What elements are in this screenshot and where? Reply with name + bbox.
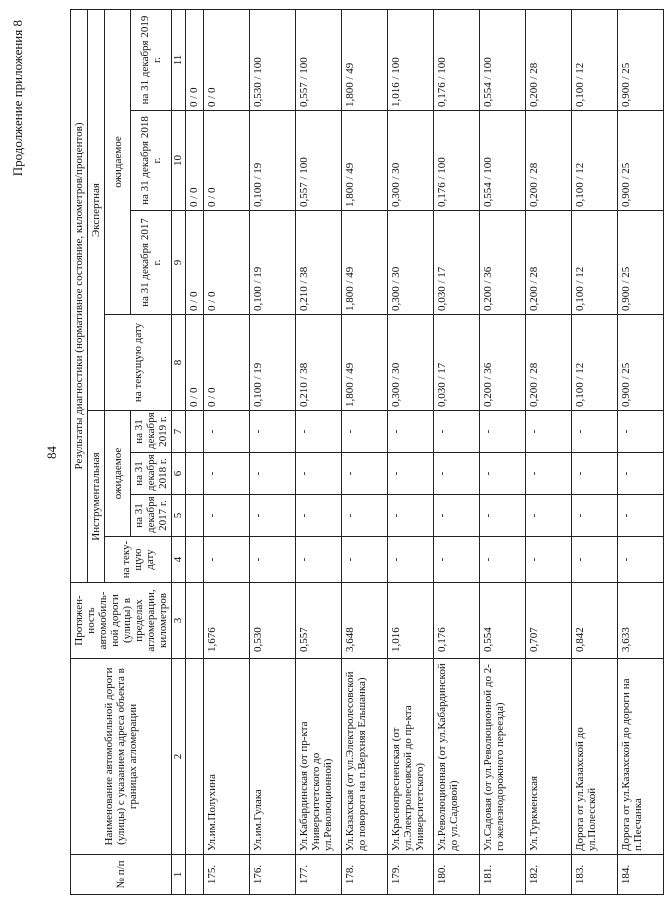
expert-2017-cell: 0,300 / 30 <box>388 211 434 315</box>
expert-current-cell: 0,200 / 28 <box>526 315 572 411</box>
header-diagnostics: Результаты диагностики (нормативное состояние, километров/процентов) <box>71 9 88 582</box>
table-body <box>186 9 664 894</box>
column-number: 9 <box>172 211 186 315</box>
table-row <box>204 9 250 894</box>
empty-cell <box>186 411 204 453</box>
instr-current-cell: - <box>572 537 618 583</box>
empty-cell <box>186 659 204 855</box>
expert-current-cell: 0,210 / 38 <box>296 315 342 411</box>
road-name: Ул.Кабардинская (от пр-кта Университетского до ул.Революционной) <box>296 659 342 855</box>
road-length: 3,633 <box>618 583 664 659</box>
instr-2017-cell: - <box>388 495 434 537</box>
expert-2017-cell: 0 / 0 <box>204 211 250 315</box>
expert-2019-cell: 0 / 0 <box>204 9 250 110</box>
expert-2018-cell: 0,176 / 100 <box>434 111 480 211</box>
empty-cell <box>186 583 204 659</box>
table-row <box>250 9 296 894</box>
header-dec2018-exp: на 31 декабря 2018 г. <box>131 111 172 211</box>
column-number-row <box>172 9 186 894</box>
header-current-instr: на теку-щую дату <box>105 537 172 583</box>
expert-current-cell: 0 / 0 <box>186 315 204 411</box>
diagnostics-table <box>70 9 664 895</box>
expert-2019-cell: 1,800 / 49 <box>342 9 388 110</box>
instr-current-cell: - <box>296 537 342 583</box>
instr-current-cell: - <box>480 537 526 583</box>
table-row <box>296 9 342 894</box>
row-number: 181. <box>480 855 526 895</box>
expert-2018-cell: 0,557 / 100 <box>296 111 342 211</box>
row-number: 179. <box>388 855 434 895</box>
expert-2017-cell: 0,200 / 36 <box>480 211 526 315</box>
road-length: 0,707 <box>526 583 572 659</box>
instr-2017-cell: - <box>480 495 526 537</box>
road-name: Дорога от ул.Казахской до дороги на п.Песчанка <box>618 659 664 855</box>
instr-2018-cell: - <box>388 453 434 495</box>
instr-2019-cell: - <box>250 411 296 453</box>
table-row <box>480 9 526 894</box>
column-number: 6 <box>172 453 186 495</box>
header-dec2019-exp: на 31 декабря 2019 г. <box>131 9 172 110</box>
expert-2017-cell: 0,100 / 19 <box>250 211 296 315</box>
expert-current-cell: 0,030 / 17 <box>434 315 480 411</box>
expert-2019-cell: 1,016 / 100 <box>388 9 434 110</box>
column-number: 2 <box>172 659 186 855</box>
instr-2018-cell: - <box>526 453 572 495</box>
table-row <box>572 9 618 894</box>
instr-2019-cell: - <box>572 411 618 453</box>
expert-current-cell: 0,200 / 36 <box>480 315 526 411</box>
road-length: 0,842 <box>572 583 618 659</box>
column-number: 8 <box>172 315 186 411</box>
row-number: 178. <box>342 855 388 895</box>
header-instrumental: Инструментальная <box>88 411 105 583</box>
road-length: 1,676 <box>204 583 250 659</box>
expert-2018-cell: 1,800 / 49 <box>342 111 388 211</box>
row-number: 180. <box>434 855 480 895</box>
road-length: 0,554 <box>480 583 526 659</box>
expert-current-cell: 0,100 / 19 <box>250 315 296 411</box>
instr-2018-cell: - <box>342 453 388 495</box>
expert-2017-cell: 0,200 / 28 <box>526 211 572 315</box>
instr-2017-cell: - <box>572 495 618 537</box>
column-number: 4 <box>172 537 186 583</box>
road-name: Ул.Казахская (от ул.Электролесовской до поворота на п.Верхняя Ельшанка) <box>342 659 388 855</box>
instr-2019-cell: - <box>204 411 250 453</box>
header-num: № п/п <box>71 855 172 895</box>
instr-2018-cell: - <box>480 453 526 495</box>
instr-2019-cell: - <box>296 411 342 453</box>
empty-cell <box>186 495 204 537</box>
table-row <box>434 9 480 894</box>
instr-2018-cell: - <box>572 453 618 495</box>
column-number: 3 <box>172 583 186 659</box>
header-length: Протяжен-ность автомобиль-ной дороги (улицы) в пределах агломерации, километров <box>71 583 172 659</box>
header-expected-instr: ожидаемое <box>105 411 131 537</box>
road-length: 0,530 <box>250 583 296 659</box>
column-number: 7 <box>172 411 186 453</box>
expert-2019-cell: 0,554 / 100 <box>480 9 526 110</box>
header-dec2017-instr: на 31 декабря 2017 г. <box>131 495 172 537</box>
expert-2018-cell: 0,100 / 12 <box>572 111 618 211</box>
empty-cell <box>186 537 204 583</box>
road-length: 3,648 <box>342 583 388 659</box>
instr-2018-cell: - <box>204 453 250 495</box>
instr-2017-cell: - <box>434 495 480 537</box>
road-length: 1,016 <box>388 583 434 659</box>
expert-2018-cell: 0,200 / 28 <box>526 111 572 211</box>
header-dec2018-instr: на 31 декабря 2018 г. <box>131 453 172 495</box>
instr-2019-cell: - <box>526 411 572 453</box>
instr-2017-cell: - <box>526 495 572 537</box>
table-row <box>526 9 572 894</box>
table-row <box>342 9 388 894</box>
table-header <box>71 9 186 894</box>
empty-cell <box>186 855 204 895</box>
instr-2019-cell: - <box>342 411 388 453</box>
instr-2019-cell: - <box>480 411 526 453</box>
expert-2017-cell: 0,210 / 38 <box>296 211 342 315</box>
row-number: 176. <box>250 855 296 895</box>
header-expert: Экспертная <box>88 9 105 410</box>
expert-2019-cell: 0,557 / 100 <box>296 9 342 110</box>
expert-2019-cell: 0,176 / 100 <box>434 9 480 110</box>
road-name: Дорога от ул.Казахской до ул.Полесской <box>572 659 618 855</box>
expert-current-cell: 0,900 / 25 <box>618 315 664 411</box>
continuation-title: Продолжение приложения 8 <box>10 20 25 177</box>
expert-2018-cell: 0 / 0 <box>204 111 250 211</box>
instr-2017-cell: - <box>618 495 664 537</box>
instr-2019-cell: - <box>434 411 480 453</box>
expert-2018-cell: 0,554 / 100 <box>480 111 526 211</box>
expert-2018-cell: 0,100 / 19 <box>250 111 296 211</box>
instr-2018-cell: - <box>250 453 296 495</box>
row-number: 183. <box>572 855 618 895</box>
column-number: 11 <box>172 9 186 110</box>
instr-current-cell: - <box>250 537 296 583</box>
expert-current-cell: 1,800 / 49 <box>342 315 388 411</box>
header-name: Наименование автомобильной дороги (улицы) с указанием адреса объекта в границах агломерации <box>71 659 172 855</box>
instr-2019-cell: - <box>388 411 434 453</box>
expert-2019-cell: 0,200 / 28 <box>526 9 572 110</box>
expert-2019-cell: 0,100 / 12 <box>572 9 618 110</box>
instr-2017-cell: - <box>296 495 342 537</box>
row-number: 177. <box>296 855 342 895</box>
top-continuation-row <box>186 9 204 894</box>
header-dec2017-exp: на 31 декабря 2017 г. <box>131 211 172 315</box>
expert-2019-cell: 0,530 / 100 <box>250 9 296 110</box>
instr-current-cell: - <box>388 537 434 583</box>
row-number: 184. <box>618 855 664 895</box>
expert-2019-cell: 0 / 0 <box>186 9 204 110</box>
road-name: Ул.Революционная (от ул.Кабардинской до ул.Садовой) <box>434 659 480 855</box>
expert-2019-cell: 0,900 / 25 <box>618 9 664 110</box>
expert-current-cell: 0,100 / 12 <box>572 315 618 411</box>
expert-2017-cell: 1,800 / 49 <box>342 211 388 315</box>
row-number: 182. <box>526 855 572 895</box>
table-row <box>388 9 434 894</box>
column-number: 1 <box>172 855 186 895</box>
instr-2018-cell: - <box>296 453 342 495</box>
road-length: 0,176 <box>434 583 480 659</box>
expert-2017-cell: 0,030 / 17 <box>434 211 480 315</box>
road-name: Ул.им.Полухина <box>204 659 250 855</box>
expert-2017-cell: 0,100 / 12 <box>572 211 618 315</box>
instr-2018-cell: - <box>434 453 480 495</box>
header-expected-exp: ожидаемое <box>105 9 131 314</box>
instr-2017-cell: - <box>342 495 388 537</box>
header-dec2019-instr: на 31 декабря 2019 г. <box>131 411 172 453</box>
instr-2019-cell: - <box>618 411 664 453</box>
expert-current-cell: 0,300 / 30 <box>388 315 434 411</box>
row-number: 175. <box>204 855 250 895</box>
instr-current-cell: - <box>618 537 664 583</box>
instr-2018-cell: - <box>618 453 664 495</box>
expert-current-cell: 0 / 0 <box>204 315 250 411</box>
instr-current-cell: - <box>204 537 250 583</box>
instr-2017-cell: - <box>250 495 296 537</box>
road-name: Ул.Туркменская <box>526 659 572 855</box>
empty-cell <box>186 453 204 495</box>
instr-current-cell: - <box>342 537 388 583</box>
column-number: 5 <box>172 495 186 537</box>
instr-current-cell: - <box>434 537 480 583</box>
expert-2017-cell: 0,900 / 25 <box>618 211 664 315</box>
instr-current-cell: - <box>526 537 572 583</box>
column-number: 10 <box>172 111 186 211</box>
road-name: Ул.Краснопресненская (от ул.Электролесовской до пр-кта Университетского) <box>388 659 434 855</box>
page-number: 84 <box>44 446 59 459</box>
expert-2017-cell: 0 / 0 <box>186 211 204 315</box>
table-row <box>618 9 664 894</box>
road-length: 0,557 <box>296 583 342 659</box>
road-name: Ул.Садовая (от ул.Революционной до 2-го железнодорожного переезда) <box>480 659 526 855</box>
expert-2018-cell: 0,900 / 25 <box>618 111 664 211</box>
road-name: Ул.им.Гулака <box>250 659 296 855</box>
header-current-exp: на текущую дату <box>105 315 172 411</box>
expert-2018-cell: 0,300 / 30 <box>388 111 434 211</box>
instr-2017-cell: - <box>204 495 250 537</box>
expert-2018-cell: 0 / 0 <box>186 111 204 211</box>
